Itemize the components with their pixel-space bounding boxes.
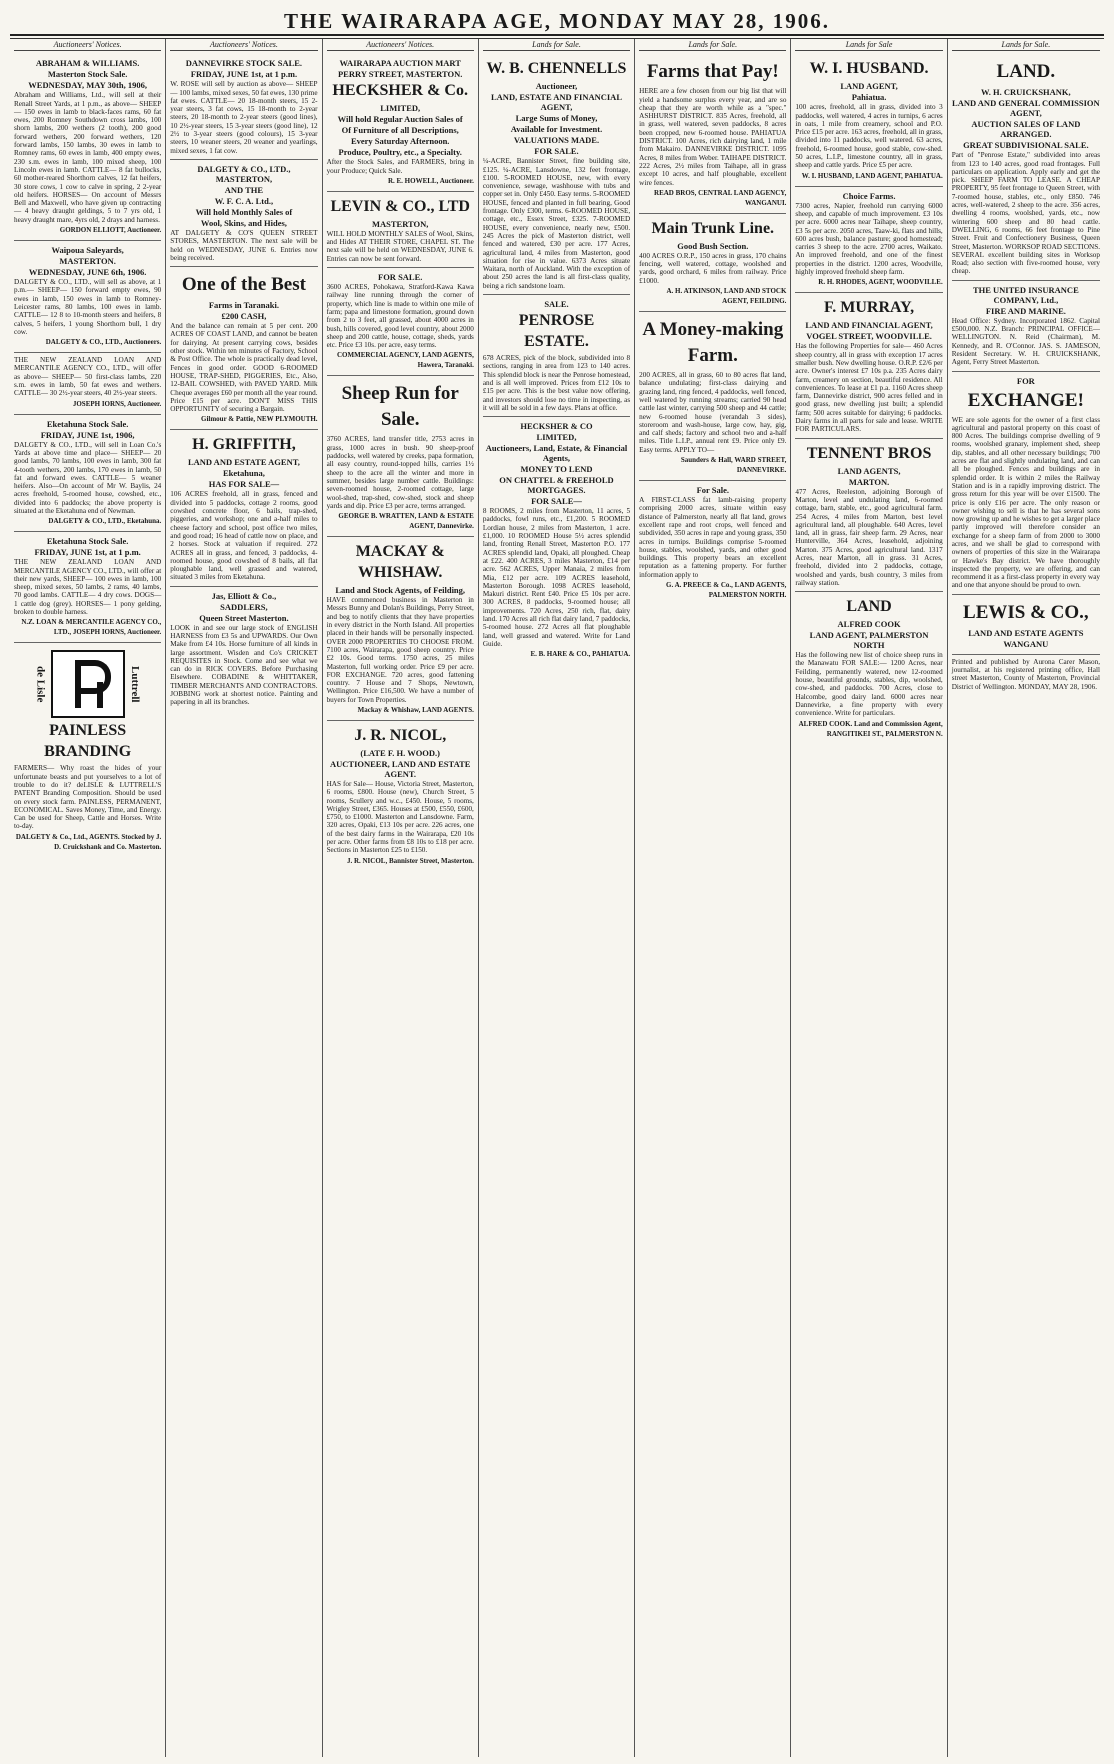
ad-subheadline: LIMITED, (380, 103, 421, 114)
ad-body-text: WE are sole agents for the owner of a first class agricultural and pastoral property on this coast of 800 Acres. The buildings comprise dwelling of 9 rooms, woolshed granary, implement shed, sheep dip, stables, and all other necessary buildings; 700 acres are flat and slightly undulating land, and can all be ploughed. Fences and buildings are in splendid order. It is within 2 miles the Railway Station and is in a rapidly improving district. The gross return for this year will be over £1500. The price is only £16 per acre. The only reason or owner wishing to sell is that he has several sons now growing up and he wishes to get a larger place partly improved will therefore consider an exchange for a sheep farm of from 2000 to 3000 acres, and we shall be glad to correspond with owners of properties of this size in the Wairarapa or Hawke's Bay district. We have thoroughly inspected the property, we are offering, and can recommend it as a first-class property in every way and one that anyone should be proud to own. (951, 415, 1100, 590)
ad-body-text: AT DALGETY & CO'S QUEEN STREET STORES, MASTERTON. The next sale will be held on WEDNESDAY, JUNE 6. Entries now being received. (170, 228, 318, 262)
ad-signature: A. H. ATKINSON, LAND AND STOCK AGENT, FEILDING. (666, 287, 787, 306)
ad-signature: DALGETY & CO., LTD., Eketahuna. (48, 517, 162, 526)
brand-left-label: de Lisle (34, 666, 47, 703)
ad-body-text: Has the following Properties for sale— 460 Acres sheep country, all in grass with exception 17 acres smaller bush. New dwelling house. O.R.P. £2/6 per acre. Owner's interest £7 10s p.a. 235 Acres dairy farm, creamery on section, beautiful residence. All conveniences. To lease at £1 p.a. 1160 Acres sheep farm, Dannevirke district, 900 acres felled and in good grass, new dwelling just built; a splendid farm; 500 acres suitable for dairying; 6 paddocks. Dairy farms in all parts for sale and lease. WRITE FOR PARTICULARS. (795, 342, 943, 434)
ad-subheadline: Pahiatua. (851, 92, 887, 103)
ad-signature: W. I. HUSBAND, LAND AGENT, PAHIATUA. (801, 171, 943, 180)
ad-subheadline: WEDNESDAY, JUNE 6th, 1906. (28, 267, 147, 278)
ad-subheadline: LAND AGENT, (840, 81, 898, 92)
ad-subheadline: W. H. CRUICKSHANK, (981, 87, 1071, 98)
ad-subheadline: VALUATIONS MADE. (513, 135, 600, 146)
ad-subheadline: HAS FOR SALE— (208, 479, 280, 490)
ad-signature: G. A. PREECE & Co., LAND AGENTS, PALMERSTON NORTH. (666, 580, 787, 599)
ad-subheadline: GREAT SUBDIVISIONAL SALE. (963, 140, 1089, 151)
ad-headline: Jas, Elliott & Co., (211, 590, 277, 601)
advertisement (483, 417, 630, 664)
ad-headline: LEVIN & CO., LTD (330, 197, 470, 215)
ad-headline: F. MURRAY, (823, 299, 915, 317)
ad-signature: Saunders & Hall, WARD STREET, DANNEVIRKE. (680, 456, 787, 475)
ad-subheadline: £200 CASH, (221, 311, 267, 322)
ad-headline: DALGETY & CO., LTD., MASTERTON, (197, 163, 291, 184)
advertisement (795, 439, 942, 593)
ad-subheadline: Every Saturday Afternoon. (350, 136, 450, 147)
ad-subheadline: Wool, Skins, and Hides, (200, 217, 287, 228)
advertisement (170, 54, 317, 160)
ad-subheadline: PERRY STREET, MASTERTON. (337, 69, 463, 80)
ad-subheadline: WANGANU (1003, 638, 1049, 649)
advertisement (639, 312, 786, 481)
ad-body-text: 8 ROOMS, 2 miles from Masterton, 11 acres, 5 paddocks, fowl runs, etc., £1,200. 5 ROOMED Lordian house, 2 miles from Masterton, 1 acre. £1,000. 10 ROOMED House 5½ acres splendid land, fronting Renall Street, Masterton P.O. 177 ACRES splendid land, Opaki, all ploughed. Cheap at £22. 400 ACRES, 3 miles Masterton, £14 per acre. 562 ACRES, Upper Manaia, 2 miles from Mia, £12 per acre. 109 ACRES leasehold, Masterton Borough. 1098 ACRES leasehold, Makuri district. Rent £40. Price £5 10s per acre. 300 ACRES, 8 paddocks, 9-roomed house; all improvements. 720 Acres, 250 rich, flat, dairy land. 170 Acres all rich flat dairy land, 7 paddocks, 5-roomed house. 272 Acres all flat ploughable land, well grassed and watered. Write for Land Guide. (482, 507, 631, 648)
column-5 (635, 39, 791, 1757)
ad-body-text: 100 acres, freehold, all in grass, divided into 3 paddocks, well watered, 4 acres in turnips, 6 acres in oats, 1 mile from creamery, school and P.O. Price £15 per acre. 163 acres, freehold, all in grass, divided into 11 paddocks, well watered. 63 acres, freehold, 6-roomed house, good stable, cow-shed. 50 acres, L.I.P., limestone country, all in grass, sheep and cattle yards. Price £5 per acre. (795, 103, 943, 170)
ad-headline: H. GRIFFITH, (192, 436, 296, 454)
ad-subheadline: Good Bush Section. (677, 240, 749, 251)
advertisement (639, 481, 786, 605)
ad-subheadline: Of Furniture of all Descriptions, (341, 125, 459, 136)
ad-headline: W. I. HUSBAND. (809, 60, 929, 78)
advertisement (327, 268, 474, 376)
advertisement (14, 643, 161, 856)
ad-headline: Eketahuna Stock Sale. (46, 536, 129, 547)
column-heading: Auctioneers' Notices. (170, 41, 317, 51)
advertisement (952, 655, 1100, 695)
ad-subheadline: LAND AND FINANCIAL AGENT, (805, 320, 933, 331)
ad-headline: HECKSHER & CO (520, 421, 593, 432)
advertisement (952, 281, 1100, 372)
advertisement (952, 595, 1100, 655)
ad-headline: Main Trunk Line. (651, 219, 775, 237)
column-heading: Lands for Sale (795, 41, 942, 51)
ad-headline: LAND. (996, 61, 1056, 83)
masthead: THE WAIRARAPA AGE, MONDAY MAY 28, 1906. (283, 9, 831, 33)
ad-headline: FOR (1016, 375, 1035, 386)
ad-body-text: THE NEW ZEALAND LOAN AND MERCANTILE AGENCY CO., LTD., will offer at their new yards, SHEEP— 100 ewes in lamb, 100 sheep, mixed sexes, 50 lambs, 2 rams, 40 lambs, 70 good lambs. CATTLE— 4 dry cows. DOGS— 1 cattle dog (grey). HORSES— 1 pony gelding, broken to double harness. (14, 558, 162, 617)
ad-body-text: 678 ACRES, pick of the block, subdivided into 8 sections, ranging in area from 123 to 140 acres. This splendid block is near the Penrose homestead, and is all well improved. Prices from £12 10s to £15 per acre. This is the best value now offering, and investors should lose no time in inspecting, as it will all be sold in a few days. Plans at office. (482, 354, 631, 412)
ad-signature: R. H. RHODES, AGENT, WOODVILLE. (818, 278, 943, 287)
column-heading: Lands for Sale. (639, 41, 786, 51)
ad-subheadline: LAND AGENT, PALMERSTON NORTH (809, 630, 929, 651)
ad-subheadline: Large Sums of Money, (515, 113, 598, 124)
column-heading: Auctioneers' Notices. (14, 41, 161, 51)
ad-headline: LAND (846, 598, 892, 616)
ad-signature: E. B. HARE & CO., PAHIATUA. (530, 650, 631, 659)
ad-body-text: HERE are a few chosen from our big list that will yield a handsome surplus every year, and are so cheap that they are worth while as a "spec." ASHHURST DISTRICT. 835 Acres, freehold, all in grass, well watered, seven paddocks, 8 acres been cropped, new 6-roomed house. PAHIATUA DISTRICT. 100 Acres, rich dairying land, 1 mile from Makairo. DANNEVIRKE DISTRICT. 1095 Acres, 8 miles from Weber. TAIHAPE DISTRICT. 222 Acres, 2½ miles from Taihape, all in grass except 10 acres, and half ploughable, excellent wire fences. (639, 87, 787, 187)
advertisement (483, 54, 630, 295)
ad-subheadline: ALFRED COOK (837, 619, 901, 630)
ad-subheadline: Land and Stock Agents, of Feilding, (335, 585, 466, 596)
ad-signature: COMMERCIAL AGENCY, LAND AGENTS, Hawera, Taranaki. (336, 351, 474, 370)
ad-subheadline: HECKSHER & Co. (332, 82, 468, 100)
ad-subheadline: ON CHATTEL & FREEHOLD MORTGAGES. (499, 475, 614, 496)
advertisement (795, 187, 942, 294)
advertisement (327, 721, 474, 871)
ad-body-text: 106 ACRES freehold, all in grass, fenced and divided into 5 paddocks, cottage 2 rooms, good cowshed concrete floor, 6 bails, trap-shed, piggeries, and workshop; one and a-half miles to cheese factory and school, post office two miles, and good road; 16 head of cattle now on place, and 2 horses. Stock at valuation if required. 272 ACRES all in grass, and fenced, 3 paddocks, 4-roomed house, good cowshed of 8 bails, all flat ploughable land, well grassed and watered, situated 3 miles from Eketahuna. (170, 490, 318, 582)
ad-subheadline: LAND AND GENERAL COMMISSION AGENT, (952, 98, 1100, 119)
ad-body-text: 7300 acres, Napier, freehold run carrying 6000 sheep, and capable of much improvement. £3 10s per acre. 6000 acres near Taihape, sheep country, £3 5s per acre. 2050 acres, Taaw-ki, flats and hills, 600 acres bush, balance pasture; good homestead; carries 3 sheep to the acre. 2700 acres, Waikato. An improved freehold, and one of the finest properties in the district. 1200 acres, Woodville, highly improved freehold sheep farm. (795, 201, 943, 277)
columns-grid (10, 38, 1104, 1757)
ad-subheadline: SADDLERS, (220, 601, 268, 612)
ad-headline: DANNEVIRKE STOCK SALE. (185, 58, 303, 69)
ad-body-text: 477 Acres, Reeleston, adjoining Borough of Marton, level and undulating land, 6-roomed cottage, barn, stable, etc., good agricultural farm. 254 Acres, 4 miles from Marton, best level agricultural land, all ploughable. 640 Acres, level land, all in grass, fair sheep farm. 29 Acres, near Hunterville, 364 Acres, leasehold, adjoining Marton. 375 Acres, good agricultural land. 1317 Acres, near Marton, all in grass. 31 Acres, freehold, divided into 2 paddocks, cottage, woolshed and yards, bush country, 3 miles from railway station. (795, 487, 943, 587)
ad-headline: Sheep Run for (341, 383, 459, 405)
ad-subheadline: (LATE F. H. WOOD.) (360, 747, 441, 758)
ad-body-text: Abraham and Williams, Ltd., will sell at their Renall Street Yards, at 1 p.m., as above— SHEEP— 150 ewes in lamb to black-faces rams, 60 fat ewes, 200 Romney Southdown cross lambs, 100 shorn lambs, 200 wethers (2 tooth), 200 good forward wethers, 200 forward wethers, 120 forward lambs, 150 lambs, 30 ewes in lamb to Romney rams, 60 ewes in lamb, 400 empty ewes, 230 s.m. ewes in lamb, 100 mixed sheep, 100 Lincoln ewes in lamb. CATTLE— 8 fat bullocks, 60 mother-reared Shorthorn calves, 12 fat heifers, 30 store cows, 1 cow to calve in spring, 2 2-year old heifers. HORSES— On account of Messrs Bell and Maxwell, who have given up contracting— 4 heavy draught geldings, 5 to 7 yrs old, 1 heavy draught mare, 4yrs old, 2 drays and harness. (14, 91, 162, 224)
ad-headline: W. B. CHENNELLS (486, 60, 627, 78)
advertisement (14, 54, 161, 241)
ad-body-text: 200 ACRES, all in grass, 60 to 80 acres flat land, balance undulating; first-class dairying and grazing land, ring fenced, 4 paddocks, well fenced, well watered by running streams; carried 90 head cattle last winter, carrying 500 sheep and 44 cattle; new 6-roomed house (verandah 3 sides), storeroom and wash-house, large cow, hay, gig, and calf sheds; factory and school two and a-half miles. Title L.I.P., annual rent £9. Price only £9. Easy terms. APPLY TO— (639, 371, 787, 454)
ad-subheadline: W. F. C. A. Ltd., (214, 195, 274, 206)
advertisement (952, 54, 1100, 280)
ad-signature: READ BROS, CENTRAL LAND AGENCY, WANGANUI. (654, 188, 787, 207)
column-1 (10, 39, 166, 1757)
advertisement (14, 353, 161, 414)
ad-body-text: DALGETY & CO., LTD., will sell in Loan Co.'s Yards at above time and place— SHEEP— 20 good lambs, 70 lambs, 100 ewes in lamb, 300 fat 4-tooth wethers, 200 lambs, 170 ewes in lamb, 50 fat and forward ewes. CATTLE— 5 weaner heifers. Also—On account of Mr W. Baylis, 24 acres freehold, 5-roomed house, cowshed, etc., divided into 6 paddocks; the above property is situated at the Eketahuna end of Newman. (14, 440, 162, 515)
ad-body-text: 3760 ACRES, land transfer title, 2753 acres in grass, 1000 acres in bush. 90 sheep-proof paddocks, well watered by creeks, papa formation, all easy country, round-topped hills, carries 1½ sheep to the acre all the winter and more in summer, besides large number cattle. Buildings: seven-roomed house, 2-roomed cottage, large wool-shed, trap-shed, cow-shed, stock and sheep yards and dip. Price £3 per acre, terms arranged. (326, 435, 474, 510)
column-2 (166, 39, 322, 1757)
ad-headline: WAIRARAPA AUCTION MART (339, 58, 461, 69)
ad-subheadline: MONEY TO LEND (520, 464, 593, 475)
ad-signature: Mackay & Whishaw, LAND AGENTS. (357, 705, 474, 714)
ad-subheadline: ESTATE. (524, 333, 589, 351)
ad-subheadline: MASTERTON, (371, 218, 429, 229)
advertisement (952, 372, 1100, 595)
ad-body-text: THE NEW ZEALAND LOAN AND MERCANTILE AGENCY CO., LTD., will offer as above— SHEEP— 50 first-class lambs, 220 s.m. ewes in lamb, 50 fat ewes and wethers. CATTLE— 30 2½-year steers, 40 2½-year steers. (14, 356, 162, 398)
advertisement (170, 587, 317, 711)
ad-subheadline: AUCTION SALES OF LAND ARRANGED. (971, 119, 1081, 140)
advertisement (327, 376, 474, 537)
ad-body-text: LOOK in and see our large stock of ENGLISH HARNESS from £3 5s and UPWARDS. Our Own Make from £4 10s. Horse furniture of all kinds in large assortment. Wisden and Co's CRICKET REQUISITES in Stock. Come and see what we can do in RICK COVERS. Before Purchasing Elsewhere. COBADINE & WHITTAKER, TIMBER MERCHANTS AND CONTRACTORS. JOBBING work at shortest notice. Painting and papering in all its branches. (170, 623, 318, 707)
ad-subheadline: Will hold Monthly Sales of (195, 206, 293, 217)
ad-headline: Eketahuna Stock Sale. (46, 418, 129, 429)
ad-body-text: DALGETY & CO., LTD., will sell as above, at 1 p.m.— SHEEP— 150 forward empty ewes, 90 ewes in lamb, 150 ewes in lamb to Romney-Leicester rams, 80 lambs, 100 ewes in lamb. CATTLE— 12 8 to 10-month steers and heifers, 8 calves, 5 heifers, 1 young Shorthorn bull, 1 dry cow. (14, 278, 162, 336)
ad-subheadline: Farm. (687, 345, 738, 367)
advertisement (327, 537, 474, 721)
ad-headline: Choice Farms. (842, 190, 896, 201)
ad-signature: DALGETY & Co., Ltd., AGENTS. Stocked by J. D. Cruickshank and Co. Masterton. (15, 832, 162, 851)
advertisement (795, 293, 942, 438)
ad-subheadline: LAND, ESTATE AND FINANCIAL AGENT, (491, 92, 622, 113)
brand-logo (14, 650, 161, 718)
ad-subheadline: Sale. (380, 409, 420, 431)
ad-subheadline: LAND AND ESTATE AGENTS (968, 627, 1084, 638)
ad-subheadline: Available for Investment. (510, 124, 603, 135)
ad-headline: MACKAY & (355, 543, 445, 561)
advertisement (639, 54, 786, 214)
ad-headline: Farms that Pay! (646, 61, 779, 83)
ad-signature: DALGETY & CO., LTD., Auctioneers. (45, 338, 162, 347)
ad-body-text: HAS for Sale— House, Victoria Street, Masterton, 6 rooms, £800. House (new), Church Street, 5 rooms, Scullery and w.c., £450. House, 5 rooms, Wrigley Street, £365. Houses at £500, £550, £600, £750, to £1000. Masterton and Lansdowne. Farm, 320 acres, Opaki, £13 10s per acre. 226 acres, one of the best dairy farms in the Wairarapa, £20 10s per acre. Other farms from £8 10s to £18 per acre. Sections in Masterton £25 to £150. (326, 779, 474, 855)
ad-subheadline: LIMITED, (536, 432, 577, 443)
ad-headline: For Sale. (696, 485, 729, 496)
ad-subheadline: VOGEL STREET, WOODVILLE. (806, 331, 932, 342)
ad-body-text: After the Stock Sales, and FARMERS, bring in your Produce; Quick Sale. (326, 158, 474, 175)
ad-subheadline: LAND AND ESTATE AGENT, (187, 457, 300, 468)
advertisement (14, 241, 161, 353)
advertisement (14, 532, 161, 643)
ad-body-text: And the balance can remain at 5 per cent. 200 ACRES OF COAST LAND, and cannot be beaten for dairying. At present carrying cows, besides other stock. Within ten minutes of Factory, School & Post Office. The whole is practically dead level, Fences in good order. GOOD 6-ROOMED HOUSE, TRAP-SHED, PIGGERIES, Etc., Also, 12-BAIL COWSHED, with PAVED YARD. Milk Cheque averages £60 per month all the year round. Price £15 per acre. DON'T MISS THIS OPPORTUNITY of securing a Bargain. (170, 322, 318, 414)
ad-subheadline: MASTERTON. (59, 256, 116, 267)
ad-subheadline: Produce, Poultry, etc., a Specialty. (338, 147, 462, 158)
ad-headline: LEWIS & CO., (963, 601, 1089, 623)
ad-signature: JOSEPH IORNS, Auctioneer. (72, 399, 162, 408)
ad-body-text: WILL HOLD MONTHLY SALES of Wool, Skins, and Hides AT THEIR STORE, CHAPEL ST. The next sale will be held on WEDNESDAY, JUNE 6. Entries can now be sent forward. (326, 229, 474, 263)
advertisement (170, 160, 317, 267)
column-heading: Auctioneers' Notices. (327, 41, 474, 51)
ad-body-text: ¼-ACRE, Bannister Street, fine building site, £125. ¼-ACRE, Lansdowne, 132 feet frontage, £100. 5-ROOMED HOUSE, new, with every convenience, sewage, washhouse with tubs and copper set in. Only £450. Easy terms. 5-ROOMED HOUSE, fenced and planted in full bearing, Good frontage. Only £300, terms. 6-ROOMED HOUSE, cottage, etc., Essex Street, £325. 7-ROOMED HOUSE, every convenience, nearly new, £500. 245 Acres the pick of Masterton district, well fenced and watered, £30 per acre. 177 Acres, agricultural land, 4 miles from Masterton, good situation for rise in value. 6373 Acres situate Waitara, north of Auckland. With the exception of about 250 acres the land is all first-class quality, being a rich sandstone loam. (482, 157, 631, 290)
ad-subheadline: Farms in Taranaki. (208, 300, 279, 311)
ad-subheadline: FOR SALE. (534, 146, 579, 157)
ad-subheadline: AUCTIONEER, LAND AND ESTATE AGENT. (329, 758, 471, 779)
ad-subheadline: FRIDAY, JUNE 1st, at 1 p.m. (34, 547, 141, 558)
ad-subheadline: Queen Street Masterton. (199, 612, 289, 623)
ad-subheadline: EXCHANGE! (967, 389, 1084, 411)
ad-subheadline: WHISHAW. (358, 564, 443, 582)
ad-subheadline: AND THE (224, 184, 264, 195)
column-4 (479, 39, 635, 1757)
ad-signature: GORDON ELLIOTT, Auctioneer. (59, 226, 162, 235)
ad-subheadline: Eketahuna, (223, 468, 265, 479)
ad-headline: Waipoua Saleyards, (51, 245, 124, 256)
ad-headline: ABRAHAM & WILLIAMS. (35, 58, 140, 69)
ad-body-text: W. ROSE will sell by auction as above— SHEEP— 100 lambs, mixed sexes, 50 fat ewes, 130 prime fat ewes. CATTLE— 20 18-month steers, 15 2-year steers, 3 fat cows, 15 18-month to 2-year steers, 20 18-month to 2-year steers (good lines), 10 2½-year steers, 15 3-year steers (good line), 12 2½ to 3-year steers (good colours), 15 3-year steers, 10 weaner steers, 20 weaner and yearlings, mixed sexes, 1 fat cow. (170, 80, 318, 155)
advertisement (14, 415, 161, 533)
advertisement (327, 192, 474, 268)
advertisement (170, 430, 317, 586)
advertisement (795, 592, 942, 743)
advertisement (639, 214, 786, 312)
advertisement (795, 54, 942, 186)
ad-headline: THE UNITED INSURANCE COMPANY, Ltd., (972, 284, 1079, 305)
ad-subheadline: PENROSE (518, 312, 595, 330)
ad-body-text: HAVE commenced business in Masterton in Messrs Bunny and Dolan's Buildings, Perry Street, and beg to notify clients that they have properties in every district in the North Island. All properties placed in their hands will be personally inspected. OVER 2000 PROPERTIES TO CHOOSE FROM. 7100 acres, Wairarapa, good sheep country. Price £2 10s. Good terms. 1750 acres, 25 miles Masterton, full working order. Price £9 per acre. FOR EXCHANGE. 720 acres, good fattening country. 7 House and 7 Shops, Newtown, Wellington. Price £16,500. We have a number of buyers for Town Properties. (326, 596, 474, 704)
ad-subheadline: BRANDING (44, 743, 132, 761)
ad-subheadline: FRIDAY, JUNE 1st, 1906, (40, 429, 135, 440)
ad-subheadline: FRIDAY, JUNE 1st, at 1 p.m. (190, 69, 298, 80)
ad-subheadline: Masterton Stock Sale. (47, 69, 128, 80)
brand-right-label: Luttrell (128, 666, 141, 703)
column-heading: Lands for Sale. (952, 41, 1100, 51)
ad-headline: One of the Best (181, 274, 306, 296)
ad-signature: GEORGE B. WRATTEN, LAND & ESTATE AGENT, Dannevirke. (338, 512, 474, 531)
ad-subheadline: WEDNESDAY, MAY 30th, 1906, (28, 80, 147, 91)
ad-headline: FOR SALE. (378, 272, 423, 283)
ad-subheadline: MARTON. (848, 476, 890, 487)
advertisement (327, 54, 474, 192)
ad-headline: SALE. (544, 299, 569, 310)
ad-body-text: Head Office: Sydney. Incorporated 1862. Capital £500,000. N.Z. Branch: PRINCIPAL OFFICE—WELLINGTON. N. Reid (Chairman), M. Kennedy, and R. O'Connor. JAS. S. JAMESON, Resident Secretary. W. H. CRUICKSHANK, Agent, Ferry Street Masterton. (951, 316, 1100, 367)
ad-headline: TENNENT BROS (806, 444, 932, 462)
ad-subheadline: Will hold Regular Auction Sales of (337, 114, 463, 125)
ad-subheadline: Auctioneers, Land, Estate, & Financial Agents, (485, 443, 628, 464)
ad-body-text: 400 ACRES O.R.P., 150 acres in grass, 170 chains fencing, well watered, cottage, woolshed and yards, good orchard, 6 miles from railway. Price £1000. (639, 251, 787, 285)
ad-body-text: Has the following new list of choice sheep runs in the Manawatu FOR SALE:— 1200 Acres, near Feilding, permanently watered, new 12-roomed house, beautiful grounds, stables, dip, woolshed, cow-shed, and paddocks. 700 Acres, close to Halcombe, good dairy land. 6000 acres near Dannevirke, a fine property with every convenience. Write for particulars. (795, 651, 943, 718)
ad-subheadline: FIRE AND MARINE. (985, 305, 1066, 316)
ad-headline: J. R. NICOL, (354, 726, 447, 744)
ad-body-text: A FIRST-CLASS fat lamb-raising property comprising 2000 acres, situate within easy distance of Palmerston, nearly all flat land, grows excellent rape and root crops, well fenced and subdivided, 350 acres in rape and young grass, 350 acres in turnips. Buildings comprise 5-roomed house, stables, woolshed, yards, and other good buildings. This property bears an excellent reputation as a fattening property. For further information apply to (639, 496, 787, 579)
ad-signature: ALFRED COOK. Land and Commission Agent, RANGITIKEI ST., PALMERSTON N. (798, 719, 943, 738)
column-7 (948, 39, 1104, 1757)
ad-headline: A Money-making (642, 319, 784, 341)
ad-body-text: Printed and published by Aurona Carer Mason, journalist, at his registered printing office, Hall street Masterton, County of Masterton, Provincial District of Wellington. MONDAY, MAY 28, 1906. (951, 657, 1100, 691)
ad-subheadline: FOR SALE— (531, 496, 582, 507)
ad-signature: R. E. HOWELL, Auctioneer. (387, 176, 474, 185)
ad-body-text: FARMERS— Why roast the hides of your unfortunate beasts and put yourselves to a lot of trouble to do it? deLISLE & LUTTRELL'S PATENT Branding Composition. Should be used on every stock farm. PAINLESS, PERMANENT, ECONOMICAL. Saves Money, Time, and Energy. Can be used for Sheep, Cattle and Horses. Write to-day. (14, 764, 162, 831)
ad-subheadline: LAND AGENTS, (837, 465, 901, 476)
column-heading: Lands for Sale. (483, 41, 630, 51)
ad-signature: N.Z. LOAN & MERCANTILE AGENCY CO., LTD., JOSEPH IORNS, Auctioneer. (21, 618, 162, 637)
advertisement (170, 267, 317, 430)
ad-body-text: Part of "Penrose Estate," subdivided into areas from 123 to 140 acres, good road frontages. Full particulars on application. Apply early and get the pick. SHEEP FARM TO LEASE. A CHEAP PROPERTY, 95 feet frontage to Queen Street, with 7-roomed house, stables, etc., only £850. 746 acres, well-watered, 2 sheep to the acre. 356 acres, dwelling 4 rooms, woolshed, yards, etc., now wintering 600 sheep and 80 head cattle. DWELLING, 6 rooms, 66 feet frontage to Pine Street. Fruit and Confectionery Business, Queen Street, Masterton. WORKSOP ROAD SECTIONS. SEVERAL excellent building sites in Worksop Road; also section with five-roomed house, very cheap. (951, 151, 1100, 276)
ad-signature: J. R. NICOL, Bannister Street, Masterton. (346, 856, 474, 865)
ad-signature: Gilmour & Pattie, NEW PLYMOUTH. (201, 415, 318, 424)
advertisement (483, 295, 630, 417)
brand-p-mark-icon (51, 650, 125, 718)
column-6 (791, 39, 947, 1757)
ad-subheadline: Auctioneer, (535, 81, 578, 92)
ad-body-text: 3600 ACRES, Pohokawa, Stratford-Kawa Kawa railway line running through the corner of property, which line is made to within one mile of farm; papa and limestone formation, ground down from 2 to 3 feet, all grassed, about 4000 acres in bush, hills covered, good level country, about 2000 sheep and 200 cattle, house, cottage, sheds, yards etc. Price £3 10s. per acre, easy terms. (326, 283, 474, 350)
masthead-rule (10, 34, 1104, 36)
ad-headline: PAINLESS (49, 722, 127, 740)
column-3 (323, 39, 479, 1757)
